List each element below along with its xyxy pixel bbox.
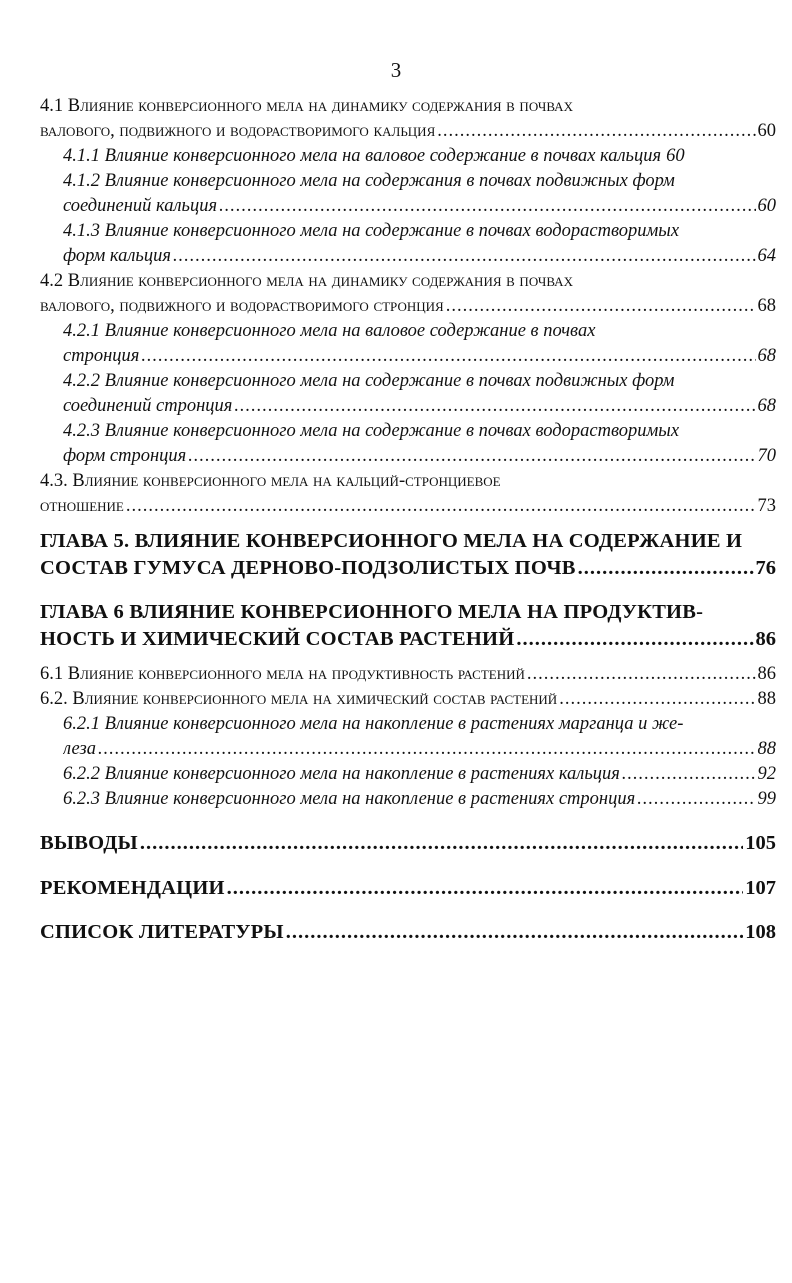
toc-entry-recommendations[interactable]: [40, 875, 776, 902]
toc-entry-text: 4.2.1 Влияние конверсионного мела на валовое содержание в почвах: [63, 321, 596, 341]
toc-entry-text: 4.1.2 Влияние конверсионного мела на содержания в почвах подвижных форм: [63, 171, 675, 191]
toc-entry-text: соединений кальция: [63, 196, 218, 216]
toc-entry-text: 4.1.3 Влияние конверсионного мела на содержание в почвах водорастворимых: [63, 221, 680, 241]
toc-entry-6-1[interactable]: [40, 662, 776, 687]
toc-page-number: 73: [757, 496, 776, 516]
toc-page-number: 68: [757, 346, 776, 366]
toc-entry-4-2-1[interactable]: [40, 319, 776, 369]
toc-entry-4-1-3[interactable]: [40, 219, 776, 269]
toc-entry-text: 4.2 Влияние конверсионного мела на динамику содержания в почвах: [40, 271, 573, 291]
toc-entry-4-1-2[interactable]: [40, 169, 776, 219]
leader-dots: [173, 244, 756, 269]
toc-page-number: 60: [757, 121, 776, 141]
toc-entry-4-2-2[interactable]: [40, 369, 776, 419]
toc-entry-text: соединений стронция: [63, 396, 233, 416]
leader-dots: [234, 394, 755, 419]
leader-dots: [219, 194, 755, 219]
toc-entry-conclusions[interactable]: [40, 830, 776, 857]
toc-entry-text: стронция: [63, 346, 140, 366]
page-number: 3: [390, 58, 402, 82]
toc-entry-text: ГЛАВА 6 ВЛИЯНИЕ КОНВЕРСИОННОГО МЕЛА НА ПРОДУКТИВ-: [40, 601, 704, 623]
toc-entry-text: 4.1 Влияние конверсионного мела на динамику содержания в почвах: [40, 96, 573, 116]
toc-entry-6-2[interactable]: [40, 687, 776, 712]
leader-dots: [286, 919, 744, 946]
toc-entry-text: 6.2.3 Влияние конверсионного мела на накопление в растениях стронция: [63, 789, 636, 809]
toc-page-number: 105: [745, 832, 776, 854]
leader-dots: [527, 662, 756, 687]
toc-entry-text: ВЫВОДЫ: [40, 832, 138, 854]
toc-entry-text: 6.2.1 Влияние конверсионного мела на накопление в растениях марганца и же-: [63, 714, 684, 734]
toc-page-number: 92: [757, 764, 776, 784]
toc-entry-text: 4.2.2 Влияние конверсионного мела на содержание в почвах подвижных форм: [63, 371, 675, 391]
table-of-contents: [40, 94, 776, 946]
toc-entry-text: 6.2. Влияние конверсионного мела на химический состав растений: [40, 689, 558, 709]
toc-page-number: 64: [757, 246, 776, 266]
toc-page-number: 68: [757, 396, 776, 416]
toc-entry-text: леза: [63, 739, 96, 759]
toc-entry-text: РЕКОМЕНДАЦИИ: [40, 876, 225, 899]
leader-dots: [126, 494, 756, 519]
toc-entry-text: форм кальция: [63, 246, 171, 266]
toc-entry-text: 6.2.2 Влияние конверсионного мела на накопление в растениях кальция: [63, 764, 620, 784]
leader-dots: [637, 787, 755, 812]
toc-page-number: 108: [745, 921, 776, 943]
toc-entry-chapter-6[interactable]: [40, 599, 776, 652]
toc-page-number: 88: [757, 689, 776, 709]
toc-entry-text: 4.1.1 Влияние конверсионного мела на валовое содержание в почвах кальция: [63, 146, 662, 166]
toc-entry-6-2-3[interactable]: [40, 787, 776, 812]
toc-entry-text: валового, подвижного и водорастворимого кальция: [40, 121, 436, 141]
toc-page-number: 76: [755, 556, 776, 579]
leader-dots: [622, 762, 756, 787]
toc-entry-text: НОСТЬ И ХИМИЧЕСКИЙ СОСТАВ РАСТЕНИЙ: [40, 627, 515, 650]
leader-dots: [141, 344, 755, 369]
toc-entry-chapter-5[interactable]: [40, 528, 776, 581]
leader-dots: [446, 294, 756, 319]
toc-entry-text: форм стронция: [63, 446, 187, 466]
toc-entry-4-3[interactable]: [40, 469, 776, 519]
toc-page-number: 68: [757, 296, 776, 316]
toc-entry-text: отношение: [40, 496, 124, 516]
toc-page-number: 60: [757, 196, 776, 216]
leader-dots: [559, 687, 755, 712]
toc-entry-6-2-2[interactable]: [40, 762, 776, 787]
toc-entry-text: 6.1 Влияние конверсионного мела на продуктивность растений: [40, 664, 525, 684]
toc-entry-text: ГЛАВА 5. ВЛИЯНИЕ КОНВЕРСИОННОГО МЕЛА НА СОДЕРЖАНИЕ И: [40, 530, 743, 552]
leader-dots: [578, 555, 754, 582]
toc-entry-text: 4.2.3 Влияние конверсионного мела на содержание в почвах водорастворимых: [63, 421, 680, 441]
leader-dots: [516, 626, 753, 653]
toc-entry-4-2-3[interactable]: [40, 419, 776, 469]
toc-entry-text: СОСТАВ ГУМУСА ДЕРНОВО-ПОДЗОЛИСТЫХ ПОЧВ: [40, 556, 576, 579]
toc-entry-6-2-1[interactable]: [40, 712, 776, 762]
leader-dots: [188, 444, 755, 469]
toc-entry-4-1[interactable]: [40, 94, 776, 144]
toc-entry-4-2[interactable]: [40, 269, 776, 319]
toc-page-number: 86: [757, 664, 776, 684]
leader-dots: [98, 737, 756, 762]
toc-page-number: 99: [757, 789, 776, 809]
leader-dots: [227, 875, 744, 902]
toc-entry-4-1-1[interactable]: [40, 144, 776, 169]
toc-page-number: 88: [757, 739, 776, 759]
toc-entry-text: валового, подвижного и водорастворимого стронция: [40, 296, 444, 316]
toc-page-number: 60: [666, 146, 685, 166]
leader-dots: [140, 830, 743, 857]
toc-entry-references[interactable]: [40, 919, 776, 946]
toc-page-number: 70: [757, 446, 776, 466]
toc-entry-text: 4.3. Влияние конверсионного мела на кальций-стронциевое: [40, 471, 501, 491]
toc-page-number: 86: [755, 627, 776, 650]
leader-dots: [437, 119, 755, 144]
toc-entry-text: СПИСОК ЛИТЕРАТУРЫ: [40, 921, 284, 943]
toc-page-number: 107: [745, 876, 776, 899]
